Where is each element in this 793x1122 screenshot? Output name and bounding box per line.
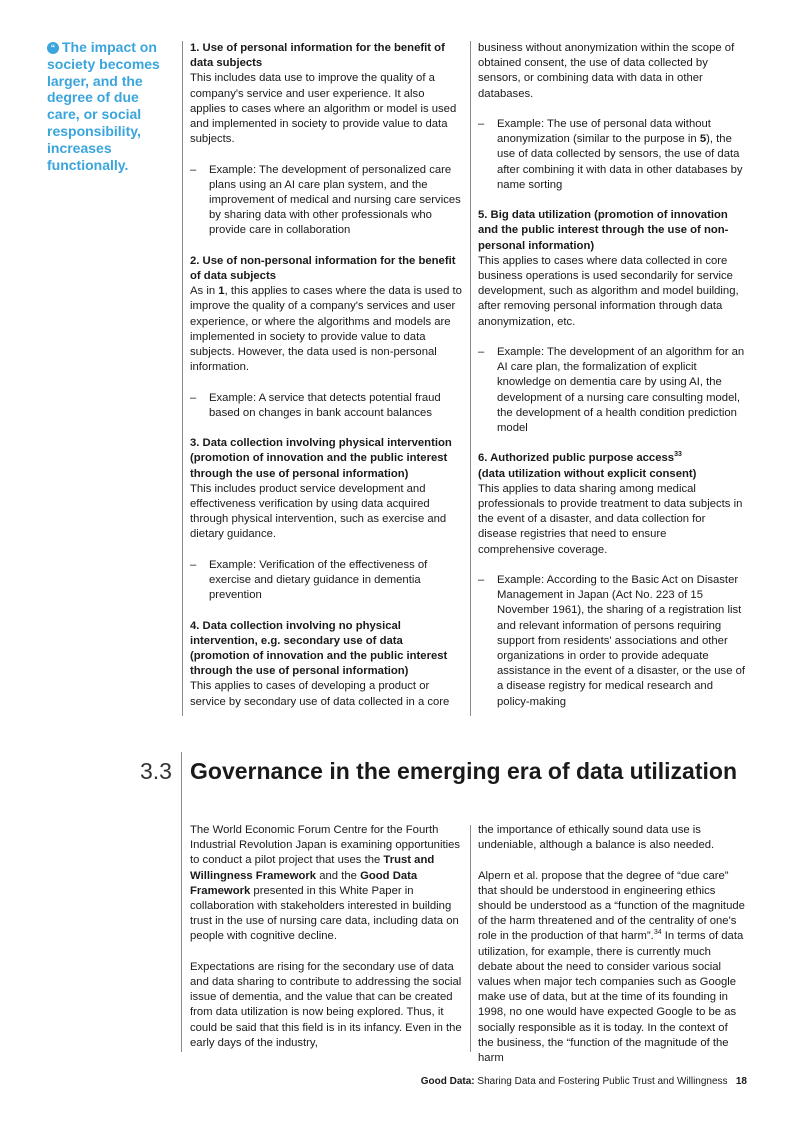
footnote-ref-34: 34: [653, 929, 662, 937]
paragraph-big-data-utilization: This applies to cases where data collected in core business operations is used secondarily for service development, such as algorithm and model building, after removing personal information through data anonymization, etc.: [478, 254, 739, 328]
column-divider-middle: [470, 41, 471, 716]
top-right-column: [478, 41, 746, 710]
example-physical-intervention: – Example: Verification of the effectiveness of exercise and dietary guidance in dementia prevention: [190, 558, 428, 602]
top-left-column: [190, 41, 462, 710]
paragraph-ethically-sound: the importance of ethically sound data use is undeniable, although a balance is also needed.: [478, 824, 715, 852]
section-title: Governance in the emerging era of data utilization: [190, 758, 737, 784]
paragraph-wef-centre: The World Economic Forum Centre for the Fourth Industrial Revolution Japan is examining opportunities to conduct a pilot project that uses the Trust and Willingness Framework and the Good Data Framework presented in this White Paper in collaboration with stakeholders interested in building trust in the use of nursing care data, including data on people with cognitive decline.: [190, 824, 461, 943]
sidebar-pull-quote: [47, 39, 165, 173]
heading-authorized-public-purpose: 6. Authorized public purpose access$^{33}$ (data utilization without explicit consent): [478, 451, 697, 480]
paragraph-expectations: Expectations are rising for the secondary use of data and data sharing to contribute to addressing the social issue of dementia, and the value that can be created from data utilization is now being explored. Thus, it could be said that this field is in its infancy. Even in the early days of the industry,: [190, 960, 462, 1049]
page-footer: [421, 1075, 747, 1089]
paragraph-no-physical-intervention-cont: business without anonymization within the scope of obtained consent, the use of data collected by sensors, or combining data with data in other databases.: [478, 42, 735, 100]
paragraph-physical-intervention: This includes product service development and effectiveness verification by using data acquired through physical intervention, such as exercise and dietary guidance.: [190, 482, 447, 541]
column-divider-bottom: [470, 825, 471, 1052]
column-divider-left: [182, 41, 183, 716]
heading-use-non-personal-info: 2. Use of non-personal information for the benefit of data subjects: [190, 254, 456, 283]
example-authorized-public-purpose: – Example: According to the Basic Act on Disaster Management in Japan (Act No. 223 of 15 November 1961), the sharing of a registration list and relevant information of persons requiring support from residents' associations and other organizations in order to provide adequate assistance in the event of a disaster, or the use of a disease registry for medical research and policy-making: [478, 574, 746, 708]
footer-title: Sharing Data and Fostering Public Trust and Willingness: [474, 1076, 728, 1087]
section-heading-divider: [181, 752, 182, 1052]
bottom-right-column: [478, 823, 746, 1066]
example-big-data-utilization: – Example: The development of an algorithm for an AI care plan, the formalization of explicit knowledge on dementia care by using AI, the development of a nursing care consulting model, the development of a health condition prediction model: [478, 346, 745, 435]
paragraph-no-physical-intervention: This applies to cases of developing a product or service by secondary use of data collected in a core: [190, 680, 450, 708]
footnote-ref-33: 33: [674, 451, 682, 459]
paragraph-use-non-personal-info: As in 1, this applies to cases where the data is used to improve the quality of a company's services and user experience, or where the algorithms and models are implemented in society to provide value to data subjects. However, the data used is non-personal information.: [190, 285, 462, 374]
quote-icon: “: [47, 42, 59, 54]
example-personal-info: – Example: The development of personalized care plans using an AI care plan system, and the improvement of medical and nursing care services by sharing data with other professionals who provide care in collaboration: [190, 163, 461, 237]
page-number: 18: [735, 1076, 747, 1087]
paragraph-use-personal-info: This includes data use to improve the quality of a company's service and user experience. It also applies to cases where an algorithm or model is used and implemented in society to provide value to data subjects.: [190, 72, 457, 146]
footer-title-bold: Good Data:: [420, 1076, 475, 1087]
paragraph-alpern: Alpern et al. propose that the degree of “due care” that should be understood in engineering ethics should be understood as a “function of the magnitude of the harm threatened and of the centrality of one's role in the production of that harm”.$^{34}$ In terms of data utilization, for example, there is currently much debate about the need to consider various social values when major tech companies such as Google make use of data, but at the time of its founding in 1998, no one would have expected Google to be as socially responsible as it is today. In the context of the business, the “function of the magnitude of the harm: [478, 869, 745, 1065]
paragraph-authorized-public-purpose: This applies to data sharing among medical professionals to provide treatment to data subjects in the event of a disaster, and data collection for disease registries that need to ensure comprehensive coverage.: [478, 482, 743, 556]
pull-quote-text: The impact on society becomes larger, and the degree of due care, or social responsibility, increases functionally.: [47, 39, 160, 173]
example-no-physical-intervention: – Example: The use of personal data without anonymization (similar to the purpose in 5), the use of data collected by sensors, the use of data after combining it with data in other databases by name sorting: [478, 118, 743, 191]
heading-no-physical-intervention: 4. Data collection involving no physical intervention, e.g. secondary use of data (promotion of innovation and the public interest through the use of personal information): [190, 619, 448, 678]
heading-big-data-utilization: 5. Big data utilization (promotion of innovation and the public interest through the use of non-personal information): [478, 209, 729, 252]
section-number: 3.3: [140, 758, 172, 784]
example-non-personal-info: – Example: A service that detects potential fraud based on changes in bank account balances: [190, 391, 441, 419]
heading-physical-intervention: 3. Data collection involving physical intervention (promotion of innovation and the public interest through the use of personal information): [190, 437, 452, 480]
heading-use-personal-info: 1. Use of personal information for the benefit of data subjects: [190, 42, 445, 70]
bottom-left-column: [190, 823, 462, 1051]
